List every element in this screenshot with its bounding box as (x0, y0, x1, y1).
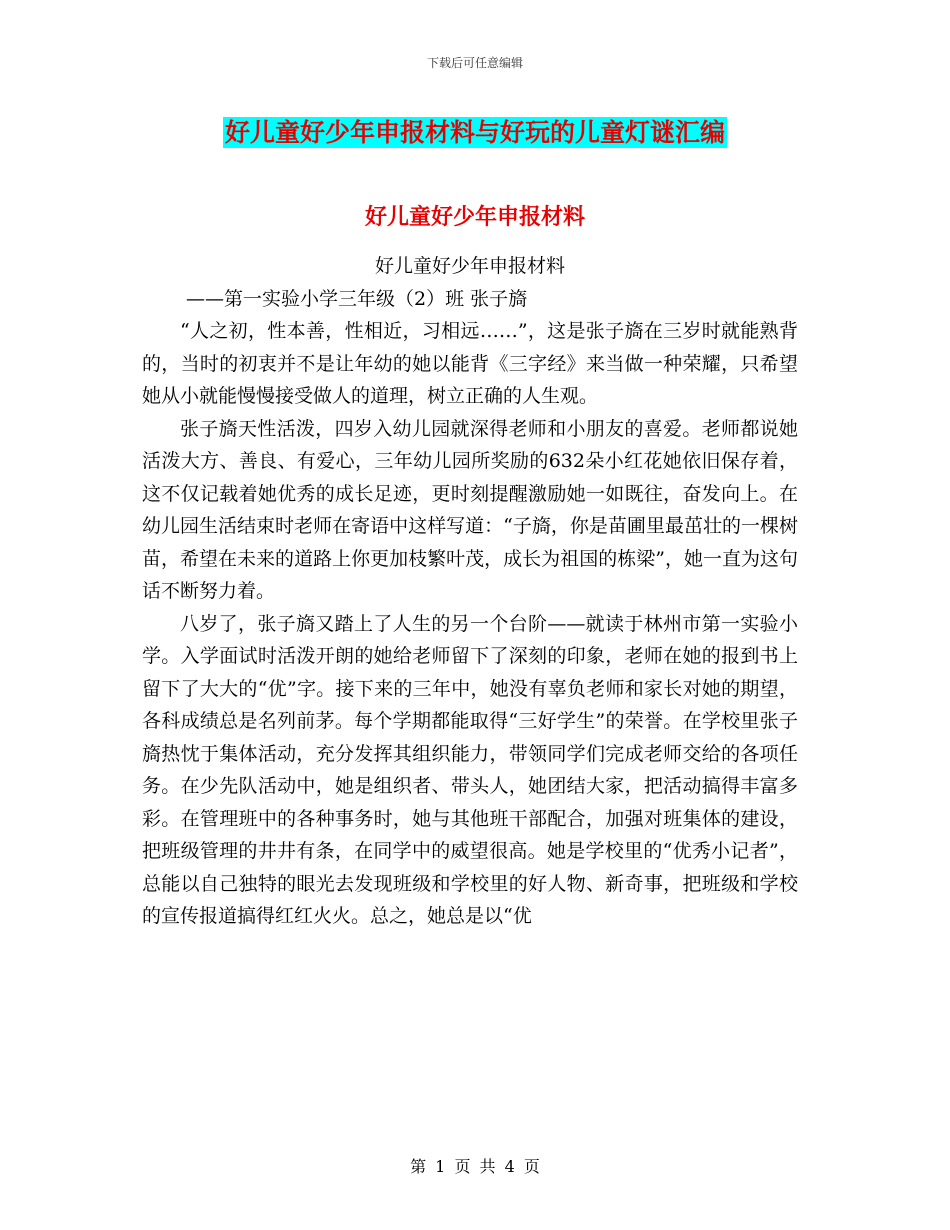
byline: ——第一实验小学三年级（2）班 张子旖 (186, 287, 528, 310)
document-title-text: 好儿童好少年申报材料与好玩的儿童灯谜汇编 (224, 118, 725, 147)
page-footer: 第 1 页 共 4 页 (410, 1157, 540, 1176)
paragraph: “人之初，性本善，性相近，习相远……”，这是张子旖在三岁时就能熟背的，当时的初衷并不是让年幼的她以能背《三字经》来当做一种荣耀，只希望她从小就能慢慢接受做人的道理，树立正确的人生观。 (142, 320, 798, 407)
section-heading: 好儿童好少年申报材料 (364, 205, 585, 230)
document-title (0, 113, 950, 149)
paragraph: 八岁了，张子旖又踏上了人生的另一个台阶——就读于林州市第一实验小学。入学面试时活泼开朗的她给老师留下了深刻的印象，老师在她的报到书上留下了大大的“优”字。接下来的三年中，她没有辜负老师和家长对她的期望，各科成绩总是名列前茅。每个学期都能取得“三好学生”的荣誉。在学校里张子旖热忱于集体活动，充分发挥其组织能力，带领同学们完成老师交给的各项任务。在少先队活动中，她是组织者、带头人，她团结大家，把活动搞得丰富多彩。在管理班中的各种事务时，她与其他班干部配合，加强对班集体的建设，把班级管理的井井有条，在同学中的威望很高。她是学校里的“优秀小记者”，总能以自己独特的眼光去发现班级和学校里的好人物、新奇事，把班级和学校的宣传报道搞得红红火火。总之，她总是以“优 (142, 612, 798, 927)
document-body (142, 250, 798, 933)
paragraph: 张子旖天性活泼，四岁入幼儿园就深得老师和小朋友的喜爱。老师都说她活泼大方、善良、有爱心，三年幼儿园所奖励的632朵小红花她依旧保存着，这不仅记载着她优秀的成长足迹，更时刻提醒激励她一如既往，奋发向上。在幼儿园生活结束时老师在寄语中这样写道：“子旖，你是苗圃里最茁壮的一棵树苗，希望在未来的道路上你更加枝繁叶茂，成长为祖国的栋梁”，她一直为这句话不断努力着。 (142, 417, 798, 602)
header-note: 下载后可任意编辑 (426, 56, 523, 70)
sub-title: 好儿童好少年申报材料 (374, 255, 565, 277)
